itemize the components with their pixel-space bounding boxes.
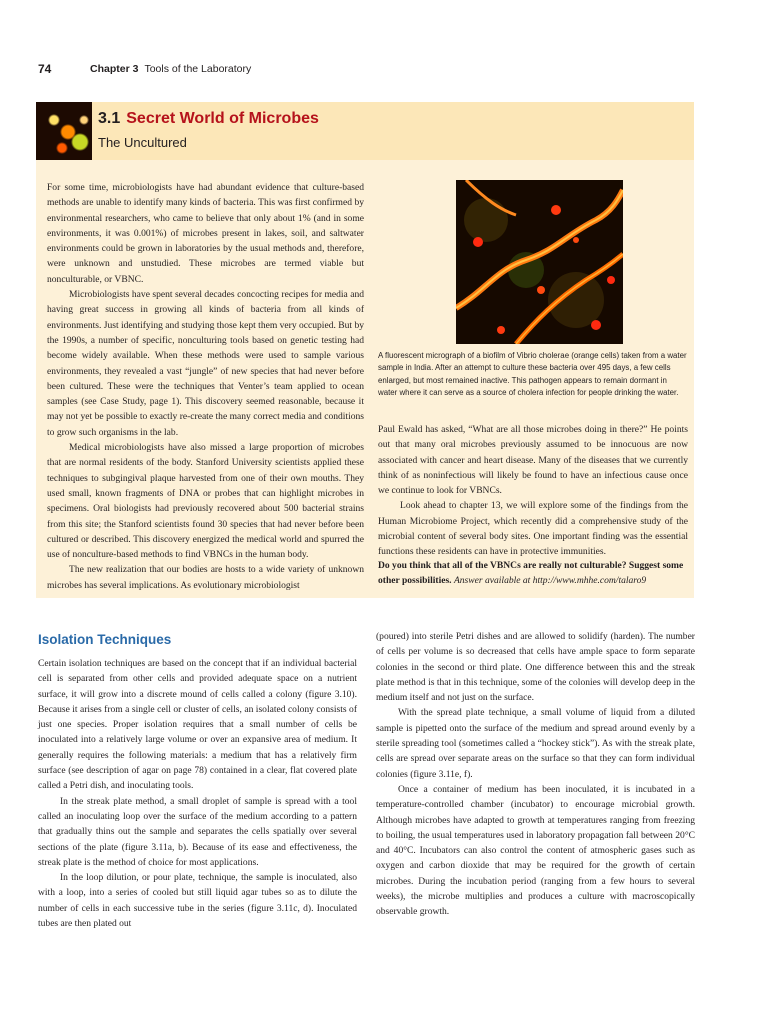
body-paragraph: (poured) into sterile Petri dishes and are allowed to solidify (harden). The number of cells per volume is so decreased that cells have ample space to form separate colonies in the second or third plate. One difference between this and the streak plate method is that in this technique, some of the colonies will develop deep in the medium itself and not just on the surface. <box>376 631 695 704</box>
body-paragraph: Once a container of medium has been inoculated, it is incubated in a temperature-controlled chamber (incubator) to encourage microbial growth. Although microbes have adapted to growth at temperatures ranging from freezing to boiling, the usual temperatures used in laboratory propagation fall between 20°C and 40°C. Incubators can also control the content of atmospheric gases such as oxygen and carbon dioxide that may be required for the growth of certain microbes. During the incubation period (ranging from a few hours to several weeks), the microbe multiplies and produces a culture with macroscopically observable growth. <box>376 783 695 918</box>
body-paragraph: Certain isolation techniques are based on the concept that if an individual bacterial cell is separated from other cells and provided adequate space on a nutrient surface, it will grow into a discrete mound of cells called a colony (figure 3.10). Because it arises from a single cell or cluster of cells, an isolated colony consists of just one species. Proper isolation requires that a small number of cells be inoculated into a relatively large volume or over an expansive area of medium. It generally requires the following materials: a medium that has a relatively firm surface (see description of agar on page 78) contained in a clear, flat covered plate called a Petri dish, and inoculating tools. <box>38 658 357 792</box>
section-name: Secret World of Microbes <box>126 110 319 127</box>
body-paragraph: In the loop dilution, or pour plate, technique, the sample is inoculated, also with a loop, into a series of cooled but still liquid agar tubes so as to dilute the number of cells in each successive tube in the series (figure 3.11c, d). Inoculated tubes are then plated out <box>38 872 357 930</box>
body-right-column <box>376 629 695 920</box>
fluorescent-micrograph-image <box>456 180 623 344</box>
box-right-column <box>378 422 688 560</box>
box-paragraph: Look ahead to chapter 13, we will explore some of the findings from the Human Microbiome Project, which recently did a comprehensive study of the microbial content of several body sites. One important finding was the essential functions these residents can have in protective immunities. <box>378 500 688 558</box>
figure-caption: A fluorescent micrograph of a biofilm of Vibrio cholerae (orange cells) taken from a water sample in India. After an attempt to culture these bacteria over 495 days, a few cells enlarged, but most remained inactive. This pathogen appears to remain dormant in water where it can serve as a source of cholera infection for people drinking the water. <box>378 351 687 397</box>
chapter-title: Tools of the Laboratory <box>144 63 252 75</box>
box-paragraph: The new realization that our bodies are hosts to a wide variety of unknown microbes has several implications. As evolutionary microbiologist <box>47 564 364 591</box>
page-number: 74 <box>38 62 52 76</box>
body-left-column <box>38 656 357 931</box>
isolation-heading: Isolation Techniques <box>38 632 172 647</box>
critical-thinking-question <box>378 558 688 589</box>
chapter-label: Chapter 3 <box>90 63 139 75</box>
box-paragraph: Paul Ewald has asked, “What are all those microbes doing in there?” He points out that many oral microbes previously assumed to be innocuous are now associated with cancer and heart disease. Many of the diseases that we currently think of as noninfectious will likely be found to have an infectious cause once we continue to look for VBNCs. <box>378 424 688 497</box>
feature-banner <box>36 102 694 160</box>
body-paragraph: With the spread plate technique, a small volume of liquid from a diluted sample is pipetted onto the surface of the medium and spread around evenly by a sterile spreading tool (sometimes called a “hockey stick”). As with the streak plate, cells are spread over separate areas on the surface so that they can form individual colonies (figure 3.11e, f). <box>376 707 695 780</box>
section-subtitle: The Uncultured <box>98 135 187 150</box>
section-number: 3.1 <box>98 110 121 127</box>
feature-box <box>36 102 694 598</box>
body-paragraph: In the streak plate method, a small droplet of sample is spread with a tool called an inoculating loop over the surface of the medium according to a pattern that gradually thins out the sample and separates the cells spatially over several sections of the plate (figure 3.11a, b). Because of its ease and effectiveness, the streak plate is the method of choice for most applications. <box>38 795 357 868</box>
section-title <box>98 110 319 128</box>
question-text: Do you think that all of the VBNCs are really not culturable? Suggest some other possibilities. <box>378 560 684 587</box>
microbe-thumbnail-image <box>36 102 92 160</box>
answer-note: Answer available at http://www.mhhe.com/talaro9 <box>453 575 647 587</box>
box-paragraph: Microbiologists have spent several decades concocting recipes for media and having great success in growing all kinds of bacteria from all kinds of environments. Just identifying and studying those kept them very occupied. But by the 1990s, a number of specific, nonculturing tools based on genetic testing had become widely available. When these methods were used to sample various environments, they revealed a vast “jungle” of new species that had never before been cultured. These were the techniques that Venter’s team applied to ocean samples (see Case Study, page 1). This discovery seemed reasonable, because it may not yet be possible to exactly re-create the many correct media and conditions to grow such organisms in the lab. <box>47 289 364 438</box>
page-header <box>38 60 730 78</box>
box-paragraph: For some time, microbiologists have had abundant evidence that culture-based methods are unable to identify many kinds of bacteria. This was first confirmed by environmental researchers, who came to believe that only about 1% (and in some environments, it was 0.001%) of microbes present in lakes, soil, and saltwater environments could be grown in laboratories by the usual methods and, therefore, were unknown and unstudied. These microbes are termed viable but nonculturable, or VBNC. <box>47 182 364 285</box>
box-left-column <box>47 180 364 593</box>
chapter-running-head <box>90 63 251 75</box>
box-paragraph: Medical microbiologists have also missed a large proportion of microbes that are normal residents of the body. Stanford University scientists applied these techniques to subgingival plaque harvested from one of their own mouths. They used small, known fragments of DNA or probes that can highlight microbes in specimens. Oral biologists had previously recovered about 500 bacterial strains from this site; the Stanford scientists found 30 species that had never before been cultured or described. This discovery energized the medical world and spurred the use of nonculture-based methods to find VBNCs in the human body. <box>47 442 364 561</box>
